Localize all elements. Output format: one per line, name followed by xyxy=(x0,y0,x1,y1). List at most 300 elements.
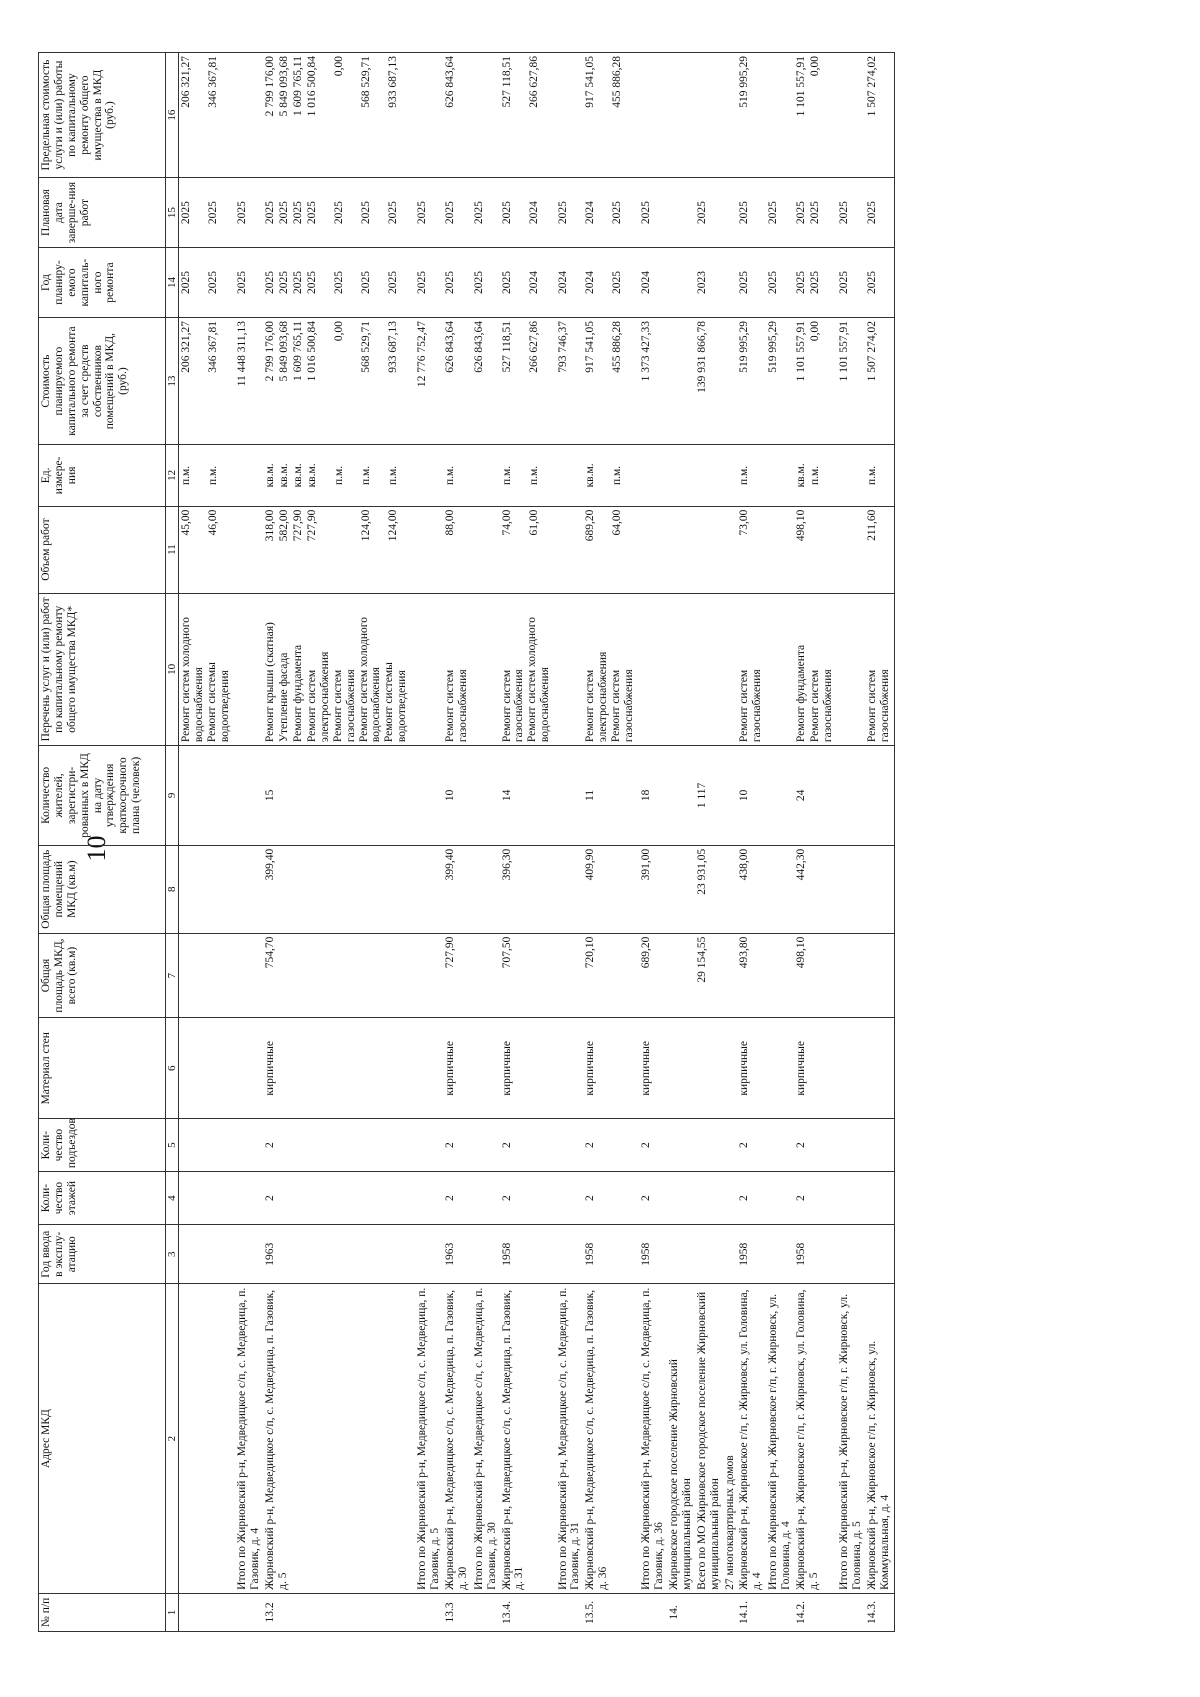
max-cost-cell xyxy=(472,53,500,178)
planned-cost: 455 886,28 xyxy=(611,321,624,373)
max-cost: 568 529,71 xyxy=(360,56,373,108)
total-area: 498,10 xyxy=(794,933,837,1018)
planned-cost: 1 507 274,02 xyxy=(865,321,878,382)
address: Итого по Жирновский р-н, Медведицкое с/п, с. Медведица, п. Газовик, д. 4 xyxy=(235,1284,263,1593)
planned-cost: 519 995,29 xyxy=(738,321,751,373)
planned-year: 2025 xyxy=(278,271,291,295)
completion-date-cell xyxy=(500,178,556,248)
row-number: 14.3. xyxy=(865,1593,895,1631)
row-number xyxy=(179,1593,236,1631)
row-number: 13.4. xyxy=(500,1593,556,1631)
column-header: Коли-чество подъездов xyxy=(39,1119,166,1172)
unit: кв.м. xyxy=(795,463,808,488)
completion-date: 2025 xyxy=(180,201,193,225)
table-row xyxy=(472,53,500,1632)
premises-area xyxy=(723,845,738,933)
planned-year-cell xyxy=(583,248,639,318)
work-volume-cell xyxy=(794,506,837,593)
work-volume: 61,00 xyxy=(527,509,540,536)
table-row xyxy=(794,53,837,1632)
unit-cell xyxy=(472,445,500,506)
work-volume-cell xyxy=(639,506,667,593)
completion-date: 2025 xyxy=(292,201,305,225)
planned-year: 2025 xyxy=(472,271,485,295)
residents-count xyxy=(766,746,794,846)
work-item-cell xyxy=(723,593,738,746)
wall-material xyxy=(179,1018,236,1119)
year-built xyxy=(837,1225,865,1284)
residents-count: 15 xyxy=(263,746,415,846)
address: Жирновский р-н, Медведицкое с/п, с. Медведица, п. Газовик, д. 30 xyxy=(443,1284,472,1593)
work-volume-cell xyxy=(723,506,738,593)
max-cost-cell xyxy=(723,53,738,178)
total-area xyxy=(556,933,584,1018)
unit: п.м. xyxy=(180,465,193,485)
planned-cost: 626 843,64 xyxy=(443,321,456,373)
residents-count xyxy=(556,746,584,846)
unit: кв.м. xyxy=(306,463,319,488)
wall-material xyxy=(695,1018,723,1119)
floors-count: 2 xyxy=(583,1172,639,1225)
planned-cost-cell xyxy=(500,318,556,445)
completion-date: 2025 xyxy=(809,201,822,225)
wall-material xyxy=(415,1018,443,1119)
planned-cost: 0,00 xyxy=(333,321,346,342)
planned-year: 2025 xyxy=(180,271,193,295)
work-item: Ремонт фундамента xyxy=(795,644,808,743)
unit: п.м. xyxy=(360,465,373,485)
year-built xyxy=(415,1225,443,1284)
entrances-count xyxy=(179,1119,236,1172)
completion-date-cell xyxy=(695,178,723,248)
unit-cell xyxy=(766,445,794,506)
work-item: Ремонт систем газоснабжения xyxy=(610,669,635,743)
planned-cost-cell xyxy=(472,318,500,445)
floors-count xyxy=(556,1172,584,1225)
floors-count: 2 xyxy=(263,1172,415,1225)
entrances-count xyxy=(865,1119,895,1172)
floors-count xyxy=(472,1172,500,1225)
work-volume xyxy=(333,510,360,590)
unit-cell xyxy=(865,445,895,506)
max-cost-cell xyxy=(695,53,723,178)
max-cost: 527 118,51 xyxy=(500,56,513,108)
residents-count: 18 xyxy=(639,746,667,846)
entrances-count xyxy=(667,1119,695,1172)
total-area: 707,50 xyxy=(500,933,556,1018)
year-built: 1958 xyxy=(737,1225,766,1284)
total-area: 754,70 xyxy=(263,933,415,1018)
planned-year-cell xyxy=(737,248,766,318)
completion-date: 2025 xyxy=(865,201,878,225)
completion-date: 2025 xyxy=(207,201,220,225)
residents-count xyxy=(837,746,865,846)
planned-year-cell xyxy=(695,248,723,318)
max-cost: 626 843,64 xyxy=(443,56,456,108)
row-number: 13.3 xyxy=(443,1593,472,1631)
planned-year: 2024 xyxy=(584,271,597,295)
unit: п.м. xyxy=(611,465,624,485)
table-row xyxy=(583,53,639,1632)
max-cost: 346 367,81 xyxy=(207,56,220,108)
wall-material: кирпичные xyxy=(737,1018,766,1119)
completion-date-cell xyxy=(583,178,639,248)
completion-date-cell xyxy=(472,178,500,248)
planned-cost: 11 448 311,13 xyxy=(236,321,249,387)
year-built xyxy=(865,1225,895,1284)
max-cost: 1 507 274,02 xyxy=(865,56,878,117)
total-area xyxy=(179,933,236,1018)
max-cost-cell xyxy=(556,53,584,178)
planned-cost-cell xyxy=(667,318,695,445)
max-cost-cell xyxy=(865,53,895,178)
planned-year: 2025 xyxy=(416,271,429,295)
completion-date-cell xyxy=(766,178,794,248)
entrances-count: 2 xyxy=(263,1119,415,1172)
planned-year: 2025 xyxy=(809,271,822,295)
floors-count xyxy=(766,1172,794,1225)
floors-count xyxy=(179,1172,236,1225)
table-row xyxy=(667,53,695,1632)
table-row xyxy=(179,53,236,1632)
year-built: 1963 xyxy=(443,1225,472,1284)
planned-cost: 5 849 093,68 xyxy=(278,321,291,382)
work-item-cell xyxy=(737,593,766,746)
row-number xyxy=(472,1593,500,1631)
address: Жирновское городское поселение Жирновский муниципальный район xyxy=(667,1284,695,1593)
column-number: 16 xyxy=(166,53,179,178)
unit: п.м. xyxy=(527,465,540,485)
max-cost-cell xyxy=(737,53,766,178)
total-area xyxy=(723,933,738,1018)
table-row xyxy=(865,53,895,1632)
wall-material xyxy=(865,1018,895,1119)
completion-date: 2025 xyxy=(738,201,751,225)
residents-count xyxy=(865,746,895,846)
column-number: 11 xyxy=(166,506,179,593)
planned-year: 2025 xyxy=(264,271,277,295)
planned-year-cell xyxy=(472,248,500,318)
max-cost: 5 849 093,68 xyxy=(278,56,291,117)
work-item-cell xyxy=(639,593,667,746)
floors-count: 2 xyxy=(639,1172,667,1225)
wall-material xyxy=(766,1018,794,1119)
planned-cost-cell xyxy=(556,318,584,445)
column-number: 12 xyxy=(166,445,179,506)
planned-cost: 519 995,29 xyxy=(767,321,780,373)
work-volume-cell xyxy=(556,506,584,593)
wall-material: кирпичные xyxy=(443,1018,472,1119)
total-area: 493,80 xyxy=(737,933,766,1018)
row-number xyxy=(766,1593,794,1631)
planned-year-cell xyxy=(556,248,584,318)
entrances-count xyxy=(472,1119,500,1172)
planned-cost: 1 373 427,33 xyxy=(640,321,653,382)
year-built: 1958 xyxy=(794,1225,837,1284)
work-volume-cell xyxy=(737,506,766,593)
unit: п.м. xyxy=(738,465,751,485)
completion-date: 2025 xyxy=(611,201,624,225)
planned-cost: 1 609 765,11 xyxy=(292,321,305,381)
work-item-cell xyxy=(667,593,695,746)
unit: п.м. xyxy=(443,465,456,485)
premises-area xyxy=(667,845,695,933)
planned-cost: 12 776 752,47 xyxy=(416,321,429,388)
entrances-count xyxy=(766,1119,794,1172)
address: Жирновский р-н, Медведицкое с/п, с. Медведица, п. Газовик, д. 5 xyxy=(263,1284,415,1593)
year-built: 1958 xyxy=(639,1225,667,1284)
work-item: Ремонт систем газоснабжения xyxy=(331,669,357,743)
row-number: 14.2. xyxy=(794,1593,837,1631)
planned-cost: 527 118,51 xyxy=(500,321,513,373)
unit-cell xyxy=(179,445,236,506)
unit: п.м. xyxy=(207,465,220,485)
address: Жирновский р-н, Медведицкое с/п, с. Медведица, п. Газовик, д. 36 xyxy=(583,1284,639,1593)
work-item: Ремонт систем газоснабжения xyxy=(865,669,891,743)
completion-date-cell xyxy=(556,178,584,248)
row-number xyxy=(695,1593,723,1631)
planned-cost: 0,00 xyxy=(809,321,822,342)
work-volume xyxy=(809,510,836,590)
planned-cost: 917 541,05 xyxy=(584,321,597,373)
unit-cell xyxy=(837,445,865,506)
completion-date-cell xyxy=(639,178,667,248)
table-row xyxy=(695,53,723,1632)
column-header: Общая площадь помещений МКД (кв.м) xyxy=(39,845,166,933)
residents-count: 11 xyxy=(583,746,639,846)
planned-year: 2023 xyxy=(695,271,708,295)
total-area xyxy=(667,933,695,1018)
completion-date: 2025 xyxy=(500,201,513,225)
premises-area: 391,00 xyxy=(639,845,667,933)
floors-count: 2 xyxy=(500,1172,556,1225)
wall-material: кирпичные xyxy=(500,1018,556,1119)
work-item-cell xyxy=(837,593,865,746)
total-area: 720,10 xyxy=(583,933,639,1018)
table-row xyxy=(837,53,865,1632)
unit-cell xyxy=(443,445,472,506)
row-number: 14.1. xyxy=(737,1593,766,1631)
column-number: 4 xyxy=(166,1172,179,1225)
work-item-cell xyxy=(263,593,415,746)
row-number: 14. xyxy=(667,1593,695,1631)
max-cost: 206 321,27 xyxy=(180,56,193,108)
planned-cost: 266 627,86 xyxy=(527,321,540,373)
work-item-cell xyxy=(556,593,584,746)
work-volume: 88,00 xyxy=(443,509,456,536)
year-built xyxy=(723,1225,738,1284)
total-area xyxy=(865,933,895,1018)
planned-cost: 139 931 866,78 xyxy=(695,321,708,393)
floors-count xyxy=(667,1172,695,1225)
max-cost-cell xyxy=(766,53,794,178)
column-header: Ед. измере-ния xyxy=(39,445,166,506)
year-built xyxy=(235,1225,263,1284)
residents-count xyxy=(235,746,263,846)
entrances-count: 2 xyxy=(443,1119,472,1172)
work-volume: 727,90 xyxy=(292,509,305,542)
address: Итого по Жирновский р-н, Жирновское г/п, г. Жирновск, ул. Головина, д. 4 xyxy=(766,1284,794,1593)
unit-cell xyxy=(737,445,766,506)
work-item: Ремонт фундамента xyxy=(292,644,305,743)
work-volume-cell xyxy=(263,506,415,593)
max-cost-cell xyxy=(837,53,865,178)
row-number xyxy=(556,1593,584,1631)
row-number: 13.5. xyxy=(583,1593,639,1631)
max-cost: 1 016 500,84 xyxy=(306,56,319,117)
year-built xyxy=(179,1225,236,1284)
table-body xyxy=(179,53,895,1632)
column-header: Год ввода в эксплу-атацию xyxy=(39,1225,166,1284)
planned-year: 2025 xyxy=(865,271,878,295)
completion-date-cell xyxy=(443,178,472,248)
total-area xyxy=(415,933,443,1018)
planned-cost-cell xyxy=(235,318,263,445)
max-cost-cell xyxy=(794,53,837,178)
work-item: Ремонт систем холодного водоснабжения xyxy=(526,617,552,743)
entrances-count xyxy=(837,1119,865,1172)
address: Итого по Жирновский р-н, Медведицкое с/п, с. Медведица, п. Газовик, д. 30 xyxy=(472,1284,500,1593)
residents-count: 10 xyxy=(443,746,472,846)
column-header: Адрес МКД xyxy=(39,1284,166,1593)
column-number: 7 xyxy=(166,933,179,1018)
entrances-count xyxy=(695,1119,723,1172)
year-built xyxy=(667,1225,695,1284)
table-row xyxy=(443,53,472,1632)
completion-date-cell xyxy=(737,178,766,248)
max-cost: 2 799 176,00 xyxy=(264,56,277,117)
max-cost-cell xyxy=(235,53,263,178)
planned-year-cell xyxy=(443,248,472,318)
completion-date-cell xyxy=(794,178,837,248)
entrances-count xyxy=(556,1119,584,1172)
work-item-cell xyxy=(235,593,263,746)
row-number xyxy=(723,1593,738,1631)
premises-area: 438,00 xyxy=(737,845,766,933)
max-cost-cell xyxy=(639,53,667,178)
residents-count xyxy=(667,746,695,846)
completion-date: 2024 xyxy=(584,201,597,225)
planned-year: 2025 xyxy=(207,271,220,295)
floors-count: 2 xyxy=(794,1172,837,1225)
floors-count xyxy=(235,1172,263,1225)
floors-count xyxy=(723,1172,738,1225)
residents-count: 14 xyxy=(500,746,556,846)
column-header: Стоимость планируемого капитального ремонта за счет средств собственников помещений в МКД, (руб.) xyxy=(39,318,166,445)
work-volume-cell xyxy=(472,506,500,593)
work-volume: 727,90 xyxy=(306,509,319,542)
work-item-cell xyxy=(443,593,472,746)
work-item-cell xyxy=(583,593,639,746)
work-item-cell xyxy=(695,593,723,746)
planned-cost-cell xyxy=(415,318,443,445)
column-header: Материал стен xyxy=(39,1018,166,1119)
floors-count xyxy=(695,1172,723,1225)
completion-date-cell xyxy=(865,178,895,248)
column-header: Перечень услуг и (или) работ по капитальному ремонту общего имущества МКД* xyxy=(39,593,166,746)
max-cost: 917 541,05 xyxy=(584,56,597,108)
residents-count xyxy=(723,746,738,846)
work-volume: 74,00 xyxy=(500,509,513,536)
planned-year: 2024 xyxy=(527,271,540,295)
column-header: № п/п xyxy=(39,1593,166,1631)
column-number: 13 xyxy=(166,318,179,445)
entrances-count: 2 xyxy=(500,1119,556,1172)
completion-date: 2025 xyxy=(416,201,429,225)
address: Жирновский р-н, Медведицкое с/п, с. Медведица, п. Газовик, д. 31 xyxy=(500,1284,556,1593)
planned-cost-cell xyxy=(583,318,639,445)
work-volume-cell xyxy=(766,506,794,593)
work-volume: 211,60 xyxy=(865,509,878,541)
work-item-cell xyxy=(500,593,556,746)
completion-date: 2025 xyxy=(838,201,851,225)
work-item: Ремонт систем газоснабжения xyxy=(738,669,764,743)
column-number: 2 xyxy=(166,1284,179,1593)
premises-area xyxy=(472,845,500,933)
column-number: 3 xyxy=(166,1225,179,1284)
planned-year: 2025 xyxy=(360,271,373,295)
work-volume: 45,00 xyxy=(180,509,193,536)
planned-cost-cell xyxy=(865,318,895,445)
work-volume-cell xyxy=(235,506,263,593)
residents-count: 10 xyxy=(737,746,766,846)
wall-material xyxy=(667,1018,695,1119)
entrances-count: 2 xyxy=(737,1119,766,1172)
unit: п.м. xyxy=(333,465,346,485)
max-cost: 1 101 557,91 xyxy=(795,56,808,117)
header-row xyxy=(39,53,166,1632)
planned-year-cell xyxy=(639,248,667,318)
completion-date-cell xyxy=(723,178,738,248)
completion-date: 2025 xyxy=(333,201,346,225)
column-number: 10 xyxy=(166,593,179,746)
entrances-count xyxy=(235,1119,263,1172)
table-row xyxy=(500,53,556,1632)
work-item: Ремонт систем холодного водоснабжения xyxy=(357,617,383,743)
table-row xyxy=(766,53,794,1632)
work-volume-cell xyxy=(865,506,895,593)
floors-count: 2 xyxy=(737,1172,766,1225)
completion-date: 2025 xyxy=(306,201,319,225)
work-volume-cell xyxy=(500,506,556,593)
max-cost-cell xyxy=(500,53,556,178)
planned-year: 2025 xyxy=(611,271,624,295)
table-header xyxy=(39,53,179,1632)
planned-cost-cell xyxy=(695,318,723,445)
column-header: Год планиру-емого капиталь-ного ремонта xyxy=(39,248,166,318)
work-item: Ремонт систем газоснабжения xyxy=(443,669,469,743)
address: Жирновский р-н, Жирновское г/п, г. Жирновск, ул. Коммунальная, д. 4 xyxy=(865,1284,895,1593)
address: Итого по Жирновский р-н, Медведицкое с/п, с. Медведица, п. Газовик, д. 31 xyxy=(556,1284,584,1593)
column-header: Предельная стоимость услуги и (или) работы по капитальному ремонту общего имущества в МКД (руб.) xyxy=(39,53,166,178)
entrances-count xyxy=(415,1119,443,1172)
unit-cell xyxy=(500,445,556,506)
work-item-cell xyxy=(179,593,236,746)
completion-date-cell xyxy=(263,178,415,248)
planned-year: 2025 xyxy=(738,271,751,295)
column-header: Плановая дата заверше-ния работ xyxy=(39,178,166,248)
work-volume: 498,10 xyxy=(795,509,808,542)
address: Жирновский р-н, Жирновское г/п, г. Жирновск, ул. Головина, д. 5 xyxy=(794,1284,837,1593)
year-built xyxy=(556,1225,584,1284)
unit-cell xyxy=(723,445,738,506)
entrances-count: 2 xyxy=(794,1119,837,1172)
year-built: 1958 xyxy=(500,1225,556,1284)
row-number xyxy=(235,1593,263,1631)
wall-material xyxy=(837,1018,865,1119)
work-item: Ремонт систем электроснабжения xyxy=(306,651,331,743)
premises-area: 409,90 xyxy=(583,845,639,933)
